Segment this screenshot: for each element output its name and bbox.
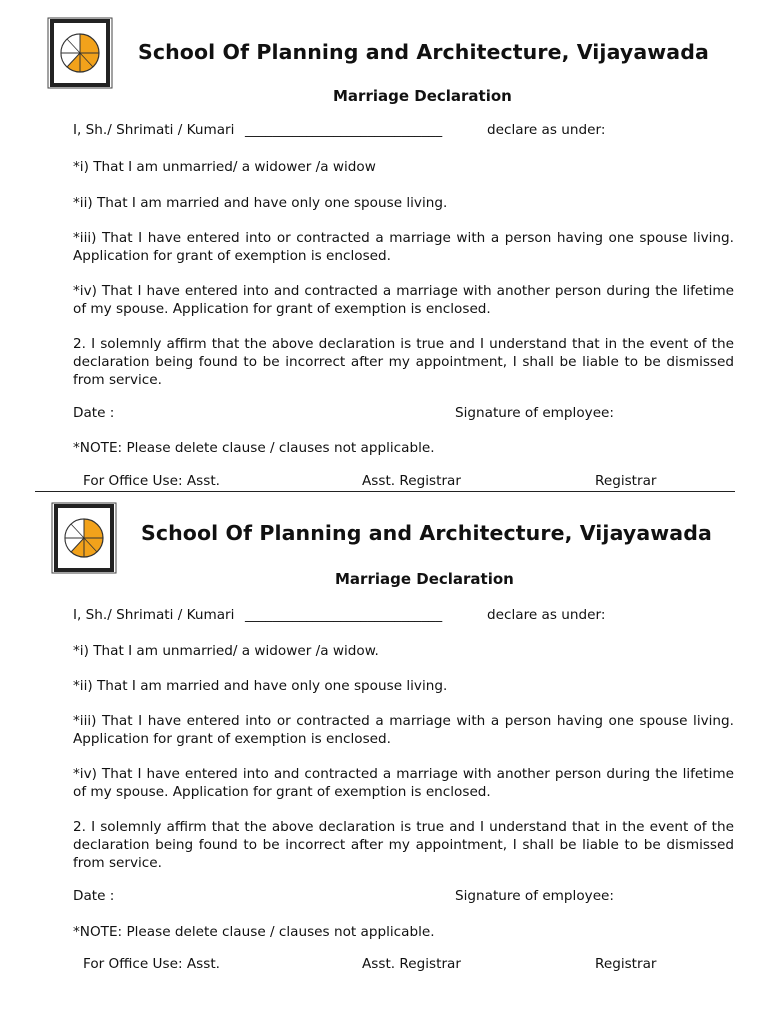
note: *NOTE: Please delete clause / clauses not applicable. — [73, 440, 435, 456]
form-heading: Marriage Declaration — [335, 570, 514, 588]
note: *NOTE: Please delete clause / clauses not applicable. — [73, 924, 435, 940]
page-title: School Of Planning and Architecture, Vijayawada — [141, 521, 712, 545]
name-blank-field: _____________________________ — [245, 122, 443, 138]
affirmation: 2. I solemnly affirm that the above declaration is true and I understand that in the event of the declaration being found to be incorrect after my appointment, I shall be liable to be dismissed from service. — [73, 336, 734, 388]
asst-registrar-label: Asst. Registrar — [362, 473, 461, 489]
asst-registrar-label: Asst. Registrar — [362, 956, 461, 972]
affirmation: 2. I solemnly affirm that the above declaration is true and I understand that in the event of the declaration being found to be incorrect after my appointment, I shall be liable to be dismissed from service. — [73, 819, 734, 871]
name-blank-field: _____________________________ — [245, 607, 443, 623]
date-label: Date : — [73, 888, 115, 904]
clause-1: *i) That I am unmarried/ a widower /a widow. — [73, 643, 379, 659]
date-label: Date : — [73, 405, 115, 421]
clause-4: *iv) That I have entered into and contracted a marriage with another person during the lifetime of my spouse. Application for grant of exemption is enclosed. — [73, 283, 734, 317]
form-divider — [35, 491, 735, 492]
page-title: School Of Planning and Architecture, Vijayawada — [138, 40, 709, 64]
intro-prefix: I, Sh./ Shrimati / Kumari — [73, 122, 235, 138]
clause-3: *iii) That I have entered into or contracted a marriage with a person having one spouse living. Application for grant of exemption is enclosed. — [73, 713, 734, 747]
office-use-label: For Office Use: Asst. — [83, 473, 220, 489]
clause-2: *ii) That I am married and have only one spouse living. — [73, 195, 448, 211]
clause-4: *iv) That I have entered into and contracted a marriage with another person during the lifetime of my spouse. Application for grant of exemption is enclosed. — [73, 766, 734, 800]
registrar-label: Registrar — [595, 473, 657, 489]
clause-2: *ii) That I am married and have only one spouse living. — [73, 678, 448, 694]
intro-suffix: declare as under: — [487, 607, 606, 623]
intro-suffix: declare as under: — [487, 122, 606, 138]
form-heading: Marriage Declaration — [333, 87, 512, 105]
clause-1: *i) That I am unmarried/ a widower /a widow — [73, 159, 376, 175]
institute-logo-icon — [51, 502, 117, 574]
signature-label: Signature of employee: — [455, 888, 615, 904]
institute-logo-icon — [47, 17, 113, 89]
signature-label: Signature of employee: — [455, 405, 615, 421]
registrar-label: Registrar — [595, 956, 657, 972]
office-use-label: For Office Use: Asst. — [83, 956, 220, 972]
clause-3: *iii) That I have entered into or contracted a marriage with a person having one spouse living. Application for grant of exemption is enclosed. — [73, 230, 734, 264]
intro-prefix: I, Sh./ Shrimati / Kumari — [73, 607, 235, 623]
